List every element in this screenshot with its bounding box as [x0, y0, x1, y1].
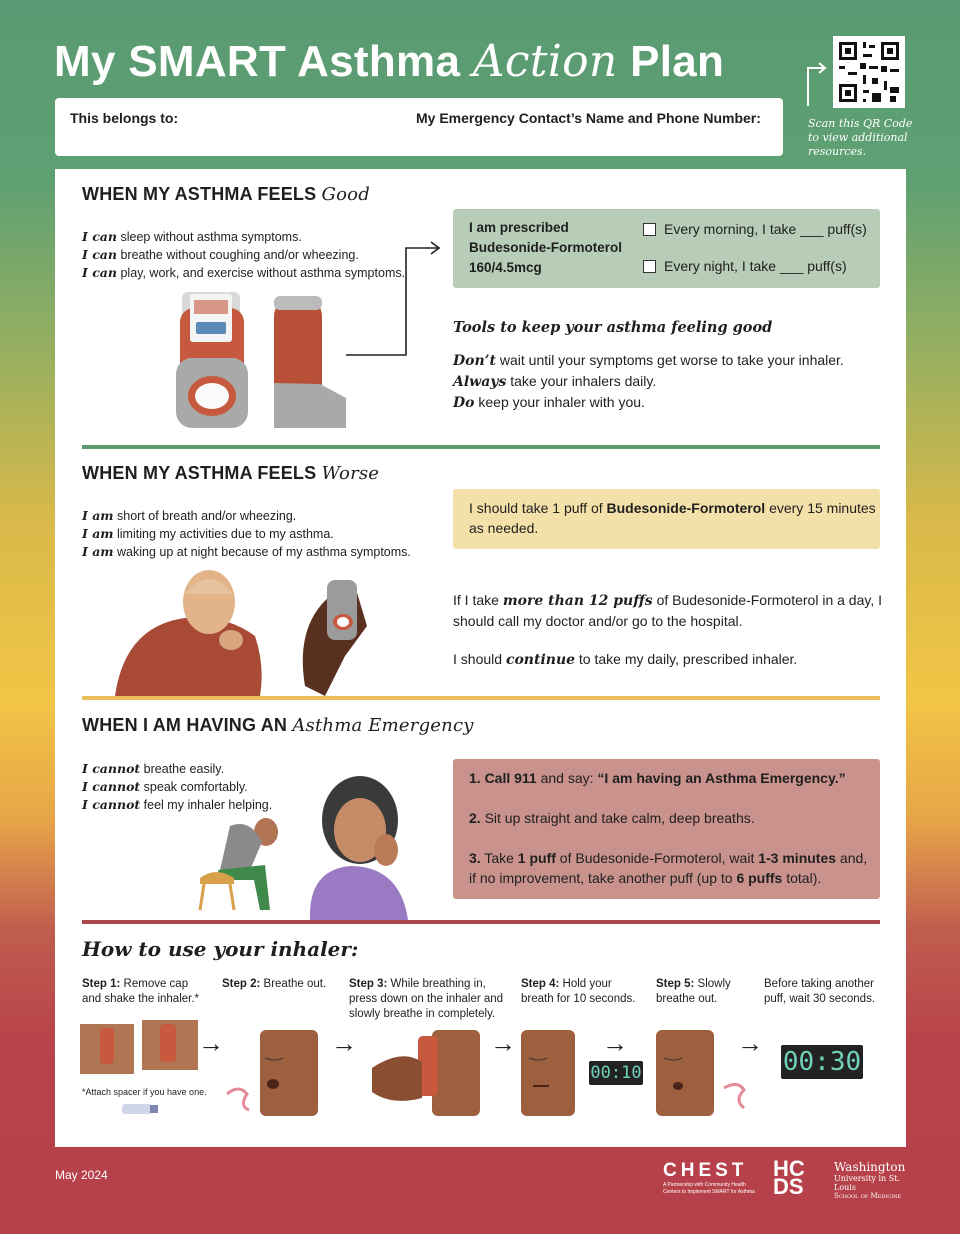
timer-30-seconds: 00:30 [782, 1047, 862, 1077]
shake-inhaler-illustration [80, 1018, 200, 1078]
step-1: Step 1: Remove cap and shake the inhaler.* [82, 978, 200, 1005]
list-item: I am limiting my activities due to my asthma. [82, 526, 334, 541]
emergency-heading: WHEN I AM HAVING AN Asthma Emergency [82, 715, 474, 736]
continue-daily-note: I should continue to take my daily, prescribed inhaler. [453, 651, 798, 668]
list-item: Always take your inhalers daily. [453, 373, 657, 390]
inhaler-illustration [170, 288, 360, 434]
worse-heading: WHEN MY ASTHMA FEELS Worse [82, 463, 380, 484]
step-4: Step 4: Hold your breath for 10 seconds. [521, 978, 636, 1005]
qr-code-icon[interactable] [833, 36, 905, 108]
section-divider [82, 920, 880, 924]
night-checkbox[interactable] [643, 260, 656, 273]
list-item: I am short of breath and/or wheezing. [82, 508, 297, 523]
inhale-illustration [372, 1028, 482, 1118]
timer-10-seconds: 00:10 [590, 1063, 642, 1083]
arrow-icon: → [331, 1028, 357, 1058]
list-item: Do keep your inhaler with you. [453, 394, 645, 411]
belongs-label: This belongs to: [70, 110, 179, 126]
prescription-box [453, 209, 880, 288]
spacer-icon [120, 1100, 160, 1118]
list-item: I can sleep without asthma symptoms. [82, 229, 302, 244]
step-3: Step 3: While breathing in, press down on the inhaler and slowly breathe in completely. [349, 978, 504, 1020]
arrow-icon: → [737, 1028, 763, 1058]
step-5: Step 5: Slowly breathe out. [656, 978, 731, 1005]
worse-dose-box: I should take 1 puff of Budesonide-Formoterol every 15 minutes as needed. [453, 489, 880, 549]
publish-date: May 2024 [55, 1168, 108, 1182]
list-item: I cannot speak comfortably. [82, 779, 248, 794]
slow-breathe-out-face-illustration [654, 1028, 749, 1118]
qr-caption: Scan this QR Code to view additional resources. [808, 117, 913, 158]
morning-dose-row: Every morning, I take ___ puff(s) [643, 221, 867, 237]
list-item: Don’t wait until your symptoms get worse to take your inhaler. [453, 352, 844, 369]
hcds-logo: HCDS [773, 1156, 805, 1199]
emergency-people-illustration [190, 770, 430, 920]
section-divider [82, 445, 880, 449]
prescription-text: I am prescribed Budesonide-Formoterol 160/4.5mcg [469, 220, 623, 275]
washu-logo: Washington University in St. Louis School of Medicine [834, 1160, 906, 1200]
list-item: I cannot feel my inhaler helping. [82, 797, 273, 812]
owner-info-box [55, 98, 783, 156]
list-item: I am waking up at night because of my asthma symptoms. [82, 544, 411, 559]
list-item: I can play, work, and exercise without asthma symptoms. [82, 265, 406, 280]
section-divider [82, 696, 880, 700]
howto-title: How to use your inhaler: [82, 937, 359, 961]
list-item: I cannot breathe easily. [82, 761, 225, 776]
hold-breath-face-illustration [519, 1028, 577, 1118]
step-2: Step 2: Breathe out. [222, 978, 327, 990]
good-heading: WHEN MY ASTHMA FEELS Good [82, 184, 370, 205]
max-puffs-note: If I take more than 12 puffs of Budesonide-Formoterol in a day, I should call my doctor and/or go to the hospital. [453, 592, 882, 629]
night-dose-row: Every night, I take ___ puff(s) [643, 258, 847, 274]
morning-checkbox[interactable] [643, 223, 656, 236]
tools-list [453, 350, 844, 413]
chest-logo: CHEST A Partnership with Community Health Centers to Implement SMART for Asthma [663, 1160, 755, 1195]
emergency-steps-box [453, 759, 880, 899]
emergency-contact-label: My Emergency Contact’s Name and Phone Number: [416, 110, 761, 126]
emergency-step-3: 3. Take 1 puff of Budesonide-Formoterol, wait 1-3 minutes and, if no improvement, take another puff (up to 6 puffs total). [469, 850, 868, 886]
arrow-icon: → [198, 1028, 224, 1058]
emergency-step-2: 2. Sit up straight and take calm, deep breaths. [469, 810, 755, 826]
breathe-out-face-illustration [225, 1028, 320, 1118]
spacer-note: *Attach spacer if you have one. [82, 1087, 207, 1097]
tools-title: Tools to keep your asthma feeling good [453, 319, 773, 336]
arrow-icon: → [602, 1028, 628, 1058]
step-wait: Before taking another puff, wait 30 seconds. [764, 978, 876, 1005]
coughing-man-illustration [105, 566, 385, 696]
worse-symptom-list [82, 507, 411, 561]
connector-arrow-icon [346, 240, 446, 358]
emergency-step-1: 1. Call 911 and say: “I am having an Asthma Emergency.” [469, 770, 846, 786]
arrow-icon: → [490, 1028, 516, 1058]
list-item: I can breathe without coughing and/or wheezing. [82, 247, 359, 262]
page-title: My SMART Asthma Action Plan [54, 36, 725, 87]
arrow-icon [806, 58, 828, 108]
